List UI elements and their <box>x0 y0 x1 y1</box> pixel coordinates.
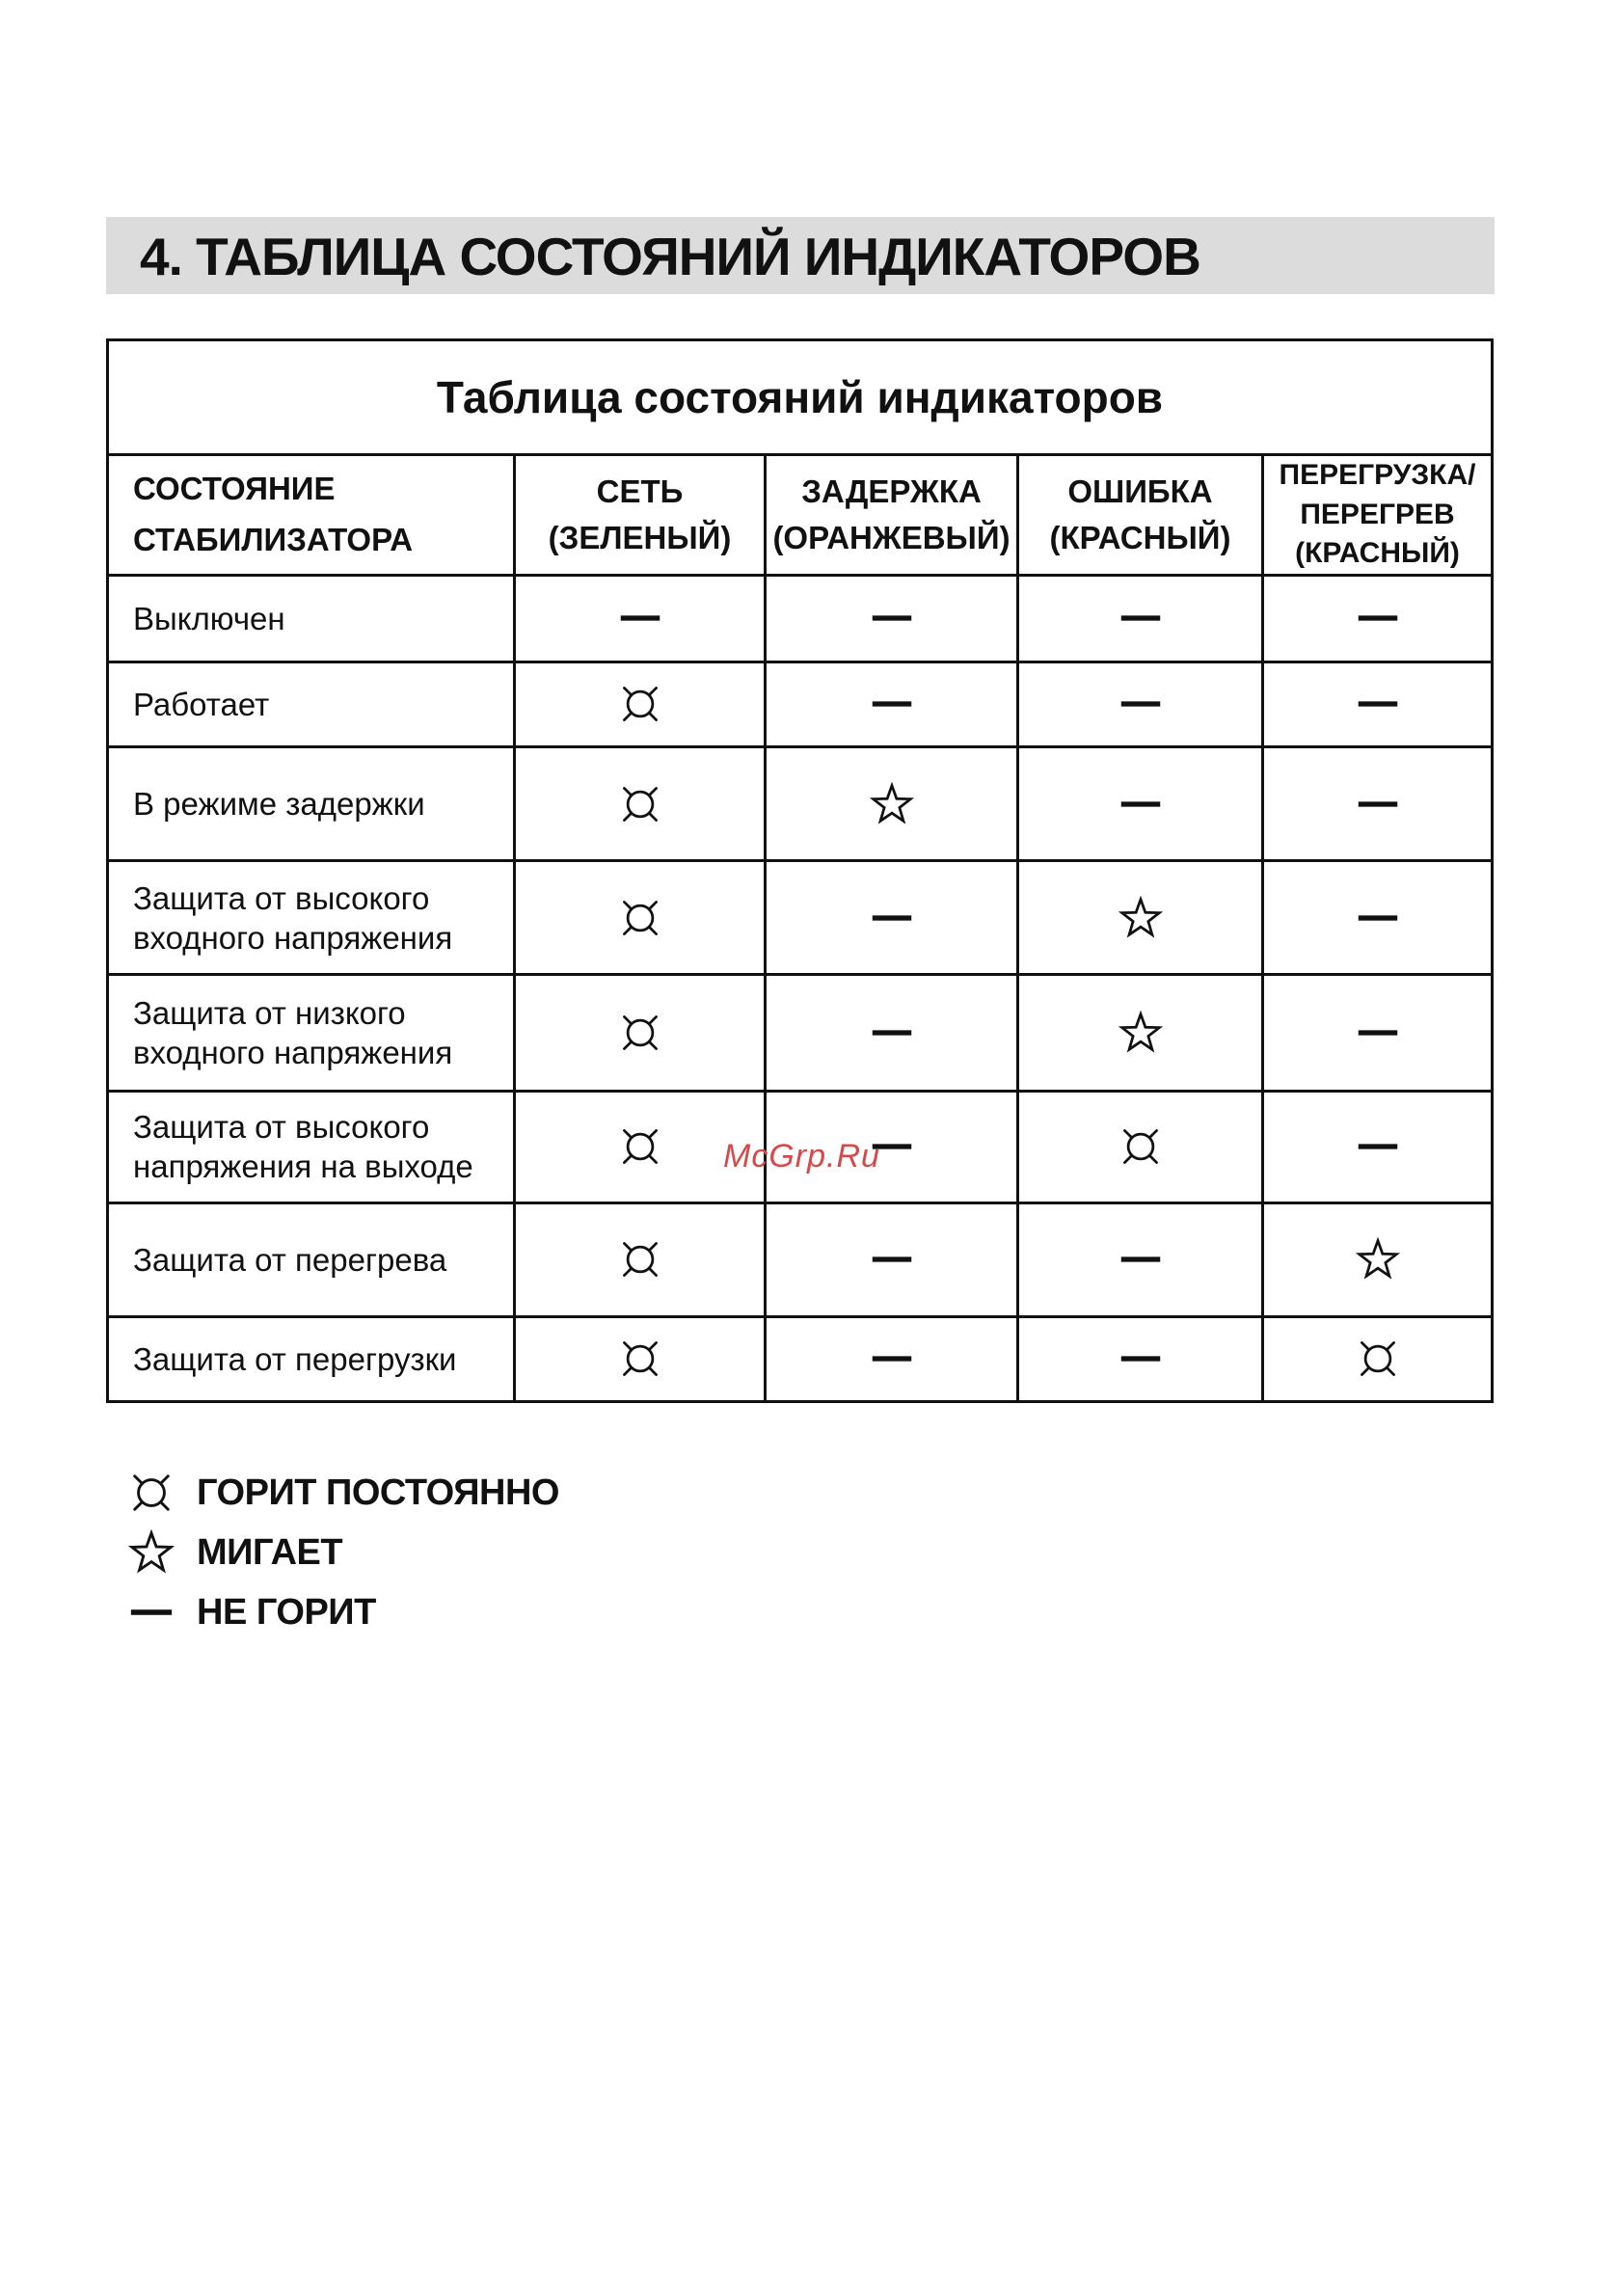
section-title: 4. ТАБЛИЦА СОСТОЯНИЙ ИНДИКАТОРОВ <box>140 227 1200 286</box>
table-row <box>108 975 1493 1091</box>
indicator-cell <box>766 575 1018 662</box>
table-row <box>108 1316 1493 1401</box>
row-state-label: Защита от высокого входного напряжения <box>108 861 515 975</box>
indicator-cell <box>766 1202 1018 1316</box>
row-state-label: В режиме задержки <box>108 747 515 861</box>
indicator-cell <box>766 975 1018 1091</box>
indicator-cell <box>1263 662 1493 746</box>
blinking-star-icon <box>1356 1237 1400 1282</box>
indicator-cell <box>1018 747 1263 861</box>
off-dash-icon <box>1357 1012 1399 1054</box>
blinking-star-icon <box>128 1529 175 1576</box>
row-state-label: Защита от перегрузки <box>108 1316 515 1401</box>
legend-item <box>127 1523 559 1582</box>
indicator-cell <box>766 1316 1018 1401</box>
steady-light-icon <box>1118 1124 1163 1169</box>
row-state-label: Защита от высокого напряжения на выходе <box>108 1091 515 1202</box>
indicator-cell <box>766 662 1018 746</box>
indicator-cell <box>1263 1091 1493 1202</box>
header-overload: ПЕРЕГРУЗКА/ ПЕРЕГРЕВ (КРАСНЫЙ) <box>1263 455 1493 576</box>
table-row <box>108 747 1493 861</box>
indicator-cell <box>515 975 766 1091</box>
row-state-label: Выключен <box>108 575 515 662</box>
indicator-cell <box>766 861 1018 975</box>
table-header-row <box>108 455 1493 576</box>
legend-item <box>127 1582 559 1642</box>
indicator-cell <box>1018 1202 1263 1316</box>
indicator-cell <box>515 1202 766 1316</box>
row-state-label: Защита от перегрева <box>108 1202 515 1316</box>
indicator-cell <box>1018 575 1263 662</box>
indicator-cell <box>1263 747 1493 861</box>
legend-label: ГОРИТ ПОСТОЯННО <box>197 1472 559 1513</box>
off-dash-icon <box>871 897 913 939</box>
blinking-star-icon <box>1118 1011 1163 1055</box>
steady-light-icon <box>1356 1337 1400 1381</box>
indicator-cell <box>1263 1316 1493 1401</box>
indicator-cell <box>766 747 1018 861</box>
off-dash-icon <box>1119 683 1162 725</box>
off-dash-icon <box>1119 1238 1162 1281</box>
steady-light-icon <box>128 1470 175 1516</box>
off-dash-icon <box>127 1588 175 1636</box>
indicator-state-table <box>106 338 1494 1403</box>
off-dash-icon <box>871 683 913 725</box>
table-body <box>108 575 1493 1401</box>
steady-light-icon <box>618 682 662 726</box>
indicator-cell <box>1018 1091 1263 1202</box>
table-caption: Таблица состояний индикаторов <box>108 340 1493 455</box>
row-state-label: Защита от низкого входного напряжения <box>108 975 515 1091</box>
steady-light-icon <box>618 782 662 826</box>
off-dash-icon <box>1357 1125 1399 1168</box>
watermark: McGrp.Ru <box>723 1138 880 1175</box>
indicator-cell <box>1018 662 1263 746</box>
indicator-cell <box>1263 1202 1493 1316</box>
indicator-cell <box>515 575 766 662</box>
off-dash-icon <box>1119 783 1162 825</box>
off-dash-icon <box>1357 683 1399 725</box>
blinking-star-icon <box>127 1528 175 1577</box>
steady-light-icon <box>618 1124 662 1169</box>
indicator-cell <box>1263 575 1493 662</box>
off-dash-icon <box>871 1012 913 1054</box>
table-row <box>108 575 1493 662</box>
indicator-cell <box>1263 861 1493 975</box>
header-error: ОШИБКА (КРАСНЫЙ) <box>1018 455 1263 576</box>
indicator-cell <box>1018 861 1263 975</box>
off-dash-icon <box>129 1590 174 1634</box>
off-dash-icon <box>871 1238 913 1281</box>
off-dash-icon <box>871 597 913 639</box>
off-dash-icon <box>1357 783 1399 825</box>
row-state-label: Работает <box>108 662 515 746</box>
header-delay: ЗАДЕРЖКА (ОРАНЖЕВЫЙ) <box>766 455 1018 576</box>
steady-light-icon <box>618 1337 662 1381</box>
off-dash-icon <box>1119 597 1162 639</box>
off-dash-icon <box>1119 1337 1162 1380</box>
steady-light-icon <box>618 1011 662 1055</box>
steady-light-icon <box>127 1469 175 1517</box>
indicator-cell <box>1018 975 1263 1091</box>
table-row <box>108 1202 1493 1316</box>
indicator-cell <box>515 861 766 975</box>
steady-light-icon <box>618 896 662 940</box>
indicator-cell <box>1018 1316 1263 1401</box>
legend-item <box>127 1463 559 1523</box>
table-row <box>108 861 1493 975</box>
blinking-star-icon <box>870 782 914 826</box>
off-dash-icon <box>1357 897 1399 939</box>
legend-label: МИГАЕТ <box>197 1531 343 1573</box>
blinking-star-icon <box>1118 896 1163 940</box>
indicator-cell <box>515 662 766 746</box>
steady-light-icon <box>618 1237 662 1282</box>
off-dash-icon <box>619 597 661 639</box>
table-row <box>108 662 1493 746</box>
legend-label: НЕ ГОРИТ <box>197 1591 376 1633</box>
off-dash-icon <box>1357 597 1399 639</box>
off-dash-icon <box>871 1337 913 1380</box>
indicator-cell <box>1263 975 1493 1091</box>
header-state: СОСТОЯНИЕ СТАБИЛИЗАТОРА <box>108 455 515 576</box>
legend <box>127 1463 559 1642</box>
indicator-cell <box>515 747 766 861</box>
indicator-cell <box>515 1316 766 1401</box>
header-network: СЕТЬ (ЗЕЛЕНЫЙ) <box>515 455 766 576</box>
